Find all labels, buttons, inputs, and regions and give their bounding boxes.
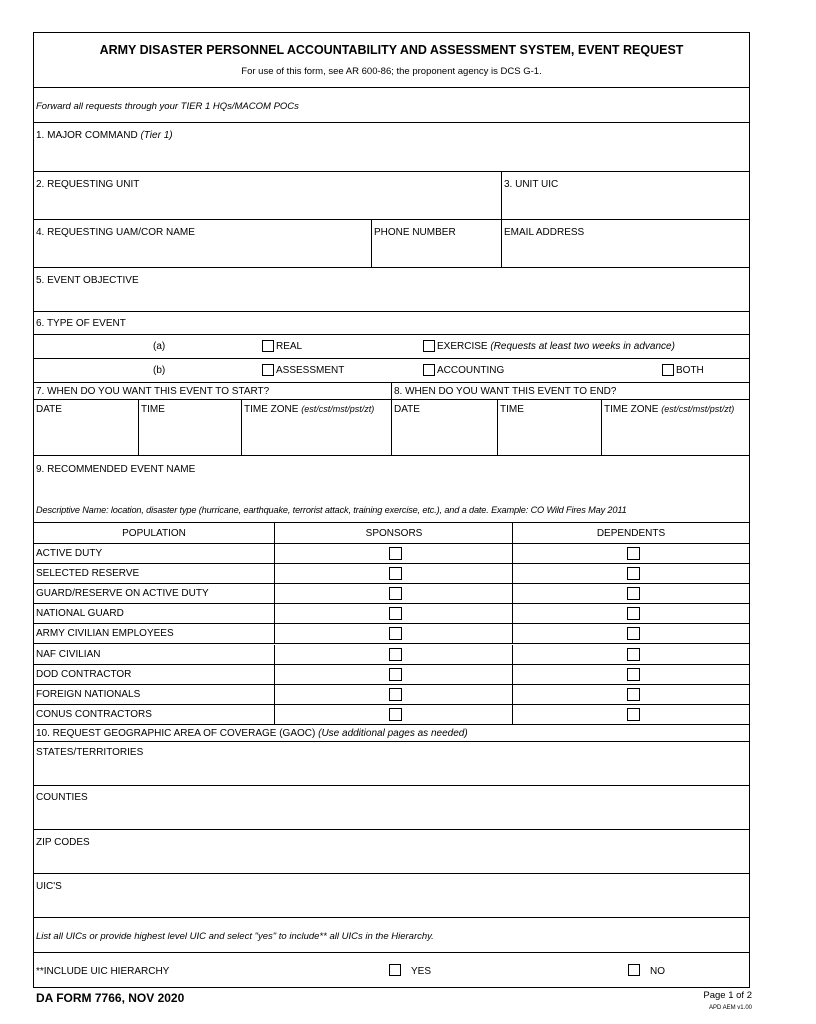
event-type-b-label: (b) [153, 365, 166, 376]
gaoc-header-row [34, 725, 749, 742]
sponsor-cell [274, 624, 512, 643]
both-checkbox[interactable] [662, 364, 674, 376]
dependent-cell [512, 564, 749, 583]
dependent-cell [512, 584, 749, 603]
states-field[interactable] [34, 742, 749, 786]
sponsor-checkbox[interactable] [389, 547, 402, 560]
form-id: DA FORM 7766, NOV 2020 [36, 991, 185, 1005]
uics-field[interactable] [34, 874, 749, 918]
uic-hierarchy-row [34, 953, 749, 987]
requesting-unit-label: 2. REQUESTING UNIT [36, 179, 140, 190]
dependent-checkbox[interactable] [627, 567, 640, 580]
hierarchy-yes-checkbox[interactable] [389, 964, 401, 976]
accounting-checkbox[interactable] [423, 364, 435, 376]
type-of-event-row [34, 312, 749, 335]
sponsor-cell [274, 564, 512, 583]
population-row [34, 604, 749, 624]
page-number: Page 1 of 2 [703, 990, 752, 1001]
dependents-header: DEPENDENTS [596, 528, 666, 539]
dependent-cell [512, 604, 749, 623]
population-row [34, 665, 749, 685]
population-label: NAF CIVILIAN [36, 648, 101, 660]
dependent-cell [512, 705, 749, 724]
states-label: STATES/TERRITORIES [36, 747, 144, 758]
event-type-a-label: (a) [153, 341, 166, 352]
start-tz-label: TIME ZONE (est/cst/mst/pst/zt) [244, 404, 375, 415]
real-label: REAL [276, 341, 303, 352]
population-row [34, 705, 749, 725]
uic-hierarchy-label: **INCLUDE UIC HIERARCHY [36, 966, 170, 977]
event-request-form [33, 32, 750, 988]
hierarchy-no-checkbox[interactable] [628, 964, 640, 976]
dependent-checkbox[interactable] [627, 668, 640, 681]
population-row [34, 624, 749, 644]
requesting-unit-row [34, 172, 749, 220]
sponsor-cell [274, 665, 512, 684]
population-label: CONUS CONTRACTORS [36, 708, 152, 720]
dependent-checkbox[interactable] [627, 587, 640, 600]
email-field[interactable] [501, 220, 749, 267]
zip-codes-field[interactable] [34, 830, 749, 874]
dependent-checkbox[interactable] [627, 688, 640, 701]
dependent-cell [512, 685, 749, 704]
start-question: 7. WHEN DO YOU WANT THIS EVENT TO START? [36, 386, 270, 397]
unit-uic-label: 3. UNIT UIC [504, 179, 559, 190]
event-type-a-row [34, 335, 749, 359]
both-label: BOTH [676, 365, 704, 376]
sponsor-cell [274, 544, 512, 563]
sponsors-header: SPONSORS [365, 528, 423, 539]
form-header [34, 33, 749, 88]
sponsor-checkbox[interactable] [389, 688, 402, 701]
population-label: DOD CONTRACTOR [36, 668, 132, 680]
phone-field[interactable] [371, 220, 501, 267]
sponsor-cell [274, 705, 512, 724]
dependents-header-cell [512, 523, 749, 543]
population-label: FOREIGN NATIONALS [36, 688, 141, 700]
accounting-label: ACCOUNTING [437, 365, 505, 376]
start-time-label: TIME [141, 404, 165, 415]
sponsors-header-cell [274, 523, 512, 543]
unit-uic-field[interactable] [501, 172, 749, 219]
population-label: ARMY CIVILIAN EMPLOYEES [36, 628, 174, 640]
major-command-label: 1. MAJOR COMMAND (Tier 1) [36, 130, 173, 141]
timing-question-row [34, 383, 749, 400]
gaoc-label: 10. REQUEST GEOGRAPHIC AREA OF COVERAGE (GAOC) (Use additional pages as needed) [36, 728, 468, 739]
form-title: ARMY DISASTER PERSONNEL ACCOUNTABILITY AND ASSESSMENT SYSTEM, EVENT REQUEST [99, 43, 684, 57]
sponsor-checkbox[interactable] [389, 587, 402, 600]
population-header: POPULATION [122, 528, 186, 539]
sponsor-checkbox[interactable] [389, 607, 402, 620]
assessment-label: ASSESSMENT [276, 365, 345, 376]
start-date-label: DATE [36, 404, 62, 415]
end-date-field[interactable] [391, 400, 497, 455]
assessment-checkbox[interactable] [262, 364, 274, 376]
population-row [34, 584, 749, 604]
population-row [34, 564, 749, 584]
end-time-field[interactable] [497, 400, 601, 455]
uics-label: UIC'S [36, 881, 62, 892]
hierarchy-yes-label: YES [411, 966, 432, 977]
event-objective-field[interactable] [34, 268, 749, 312]
exercise-checkbox[interactable] [423, 340, 435, 352]
end-date-label: DATE [394, 404, 420, 415]
dependent-cell [512, 544, 749, 563]
dependent-checkbox[interactable] [627, 648, 640, 661]
population-label: GUARD/RESERVE ON ACTIVE DUTY [36, 588, 209, 600]
event-objective-label: 5. EVENT OBJECTIVE [36, 275, 139, 286]
population-label: SELECTED RESERVE [36, 568, 140, 580]
sponsor-cell [274, 645, 512, 664]
type-of-event-label: 6. TYPE OF EVENT [36, 318, 126, 329]
start-tz-field[interactable] [241, 400, 391, 455]
population-label: ACTIVE DUTY [36, 548, 103, 559]
uam-row [34, 220, 749, 268]
forward-note: Forward all requests through your TIER 1 HQs/MACOM POCs [36, 101, 299, 112]
sponsor-cell [274, 584, 512, 603]
dependent-checkbox[interactable] [627, 627, 640, 640]
start-time-field[interactable] [138, 400, 241, 455]
end-question: 8. WHEN DO YOU WANT THIS EVENT TO END? [394, 386, 617, 397]
hierarchy-no-label: NO [650, 966, 665, 977]
event-name-field[interactable] [34, 456, 749, 523]
sponsor-checkbox[interactable] [389, 708, 402, 721]
phone-label: PHONE NUMBER [374, 227, 456, 238]
form-subtitle: For use of this form, see AR 600-86; the proponent agency is DCS G-1. [241, 66, 542, 77]
dependent-cell [512, 645, 749, 664]
form-version: APD AEM v1.00 [708, 1005, 752, 1011]
forward-note-row [34, 88, 749, 123]
sponsor-checkbox[interactable] [389, 567, 402, 580]
sponsor-checkbox[interactable] [389, 648, 402, 661]
counties-label: COUNTIES [36, 792, 88, 803]
dependent-checkbox[interactable] [627, 708, 640, 721]
sponsor-cell [274, 604, 512, 623]
end-tz-label: TIME ZONE (est/cst/mst/pst/zt) [604, 404, 735, 415]
real-checkbox[interactable] [262, 340, 274, 352]
major-command-field[interactable] [34, 123, 749, 172]
event-type-b-row [34, 359, 749, 383]
end-tz-field[interactable] [601, 400, 749, 455]
population-header-row [34, 523, 749, 544]
counties-field[interactable] [34, 786, 749, 830]
end-question-cell [391, 383, 749, 399]
timing-fields-row [34, 400, 749, 456]
dependent-cell [512, 665, 749, 684]
exercise-label: EXERCISE (Requests at least two weeks in advance) [437, 341, 675, 352]
population-row [34, 544, 749, 564]
dependent-checkbox[interactable] [627, 547, 640, 560]
email-label: EMAIL ADDRESS [504, 227, 585, 238]
population-row [34, 685, 749, 705]
event-name-label: 9. RECOMMENDED EVENT NAME [36, 464, 196, 475]
sponsor-cell [274, 685, 512, 704]
population-label: NATIONAL GUARD [36, 608, 124, 620]
dependent-cell [512, 624, 749, 643]
uic-list-note-row [34, 918, 749, 953]
dependent-checkbox[interactable] [627, 607, 640, 620]
event-name-desc: Descriptive Name: location, disaster type (hurricane, earthquake, terrorist attack, training exercise, etc.), and a date. Example: CO Wild Fires May 2011 [36, 505, 627, 515]
population-row [34, 645, 749, 665]
end-time-label: TIME [500, 404, 524, 415]
sponsor-checkbox[interactable] [389, 668, 402, 681]
sponsor-checkbox[interactable] [389, 627, 402, 640]
zip-codes-label: ZIP CODES [36, 837, 90, 848]
uam-name-label: 4. REQUESTING UAM/COR NAME [36, 227, 195, 238]
uic-list-note: List all UICs or provide highest level UIC and select "yes" to include** all UICs in the Hierarchy. [36, 931, 434, 942]
